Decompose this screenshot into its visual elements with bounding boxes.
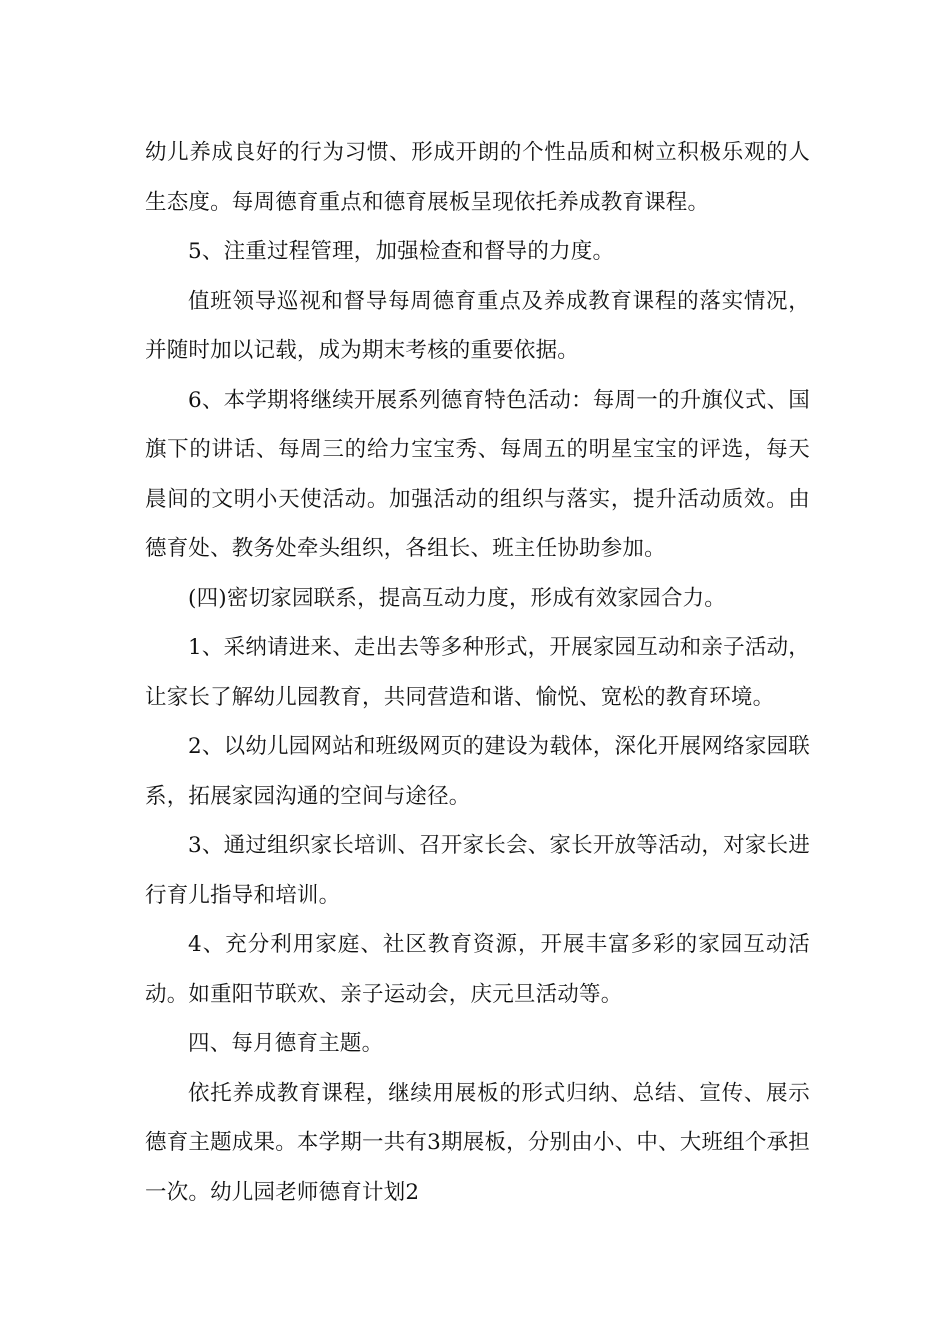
document-body [145, 128, 810, 1217]
paragraph-3: 值班领导巡视和督导每周德育重点及养成教育课程的落实情况，并随时加以记载，成为期末考核的重要依据。 [145, 288, 810, 363]
paragraph-1: 幼儿养成良好的行为习惯、形成开朗的个性品质和树立积极乐观的人生态度。每周德育重点和德育展板呈现依托养成教育课程。 [145, 140, 810, 215]
paragraph-10: 依托养成教育课程，继续用展板的形式归纳、总结、宣传、展示德育主题成果。本学期一共有3期展板，分别由小、中、大班组个承担一次。幼儿园老师德育计划2 [145, 1080, 810, 1205]
paragraph-6: 1、采纳请进来、走出去等多种形式，开展家园互动和亲子活动，让家长了解幼儿园教育，共同营造和谐、愉悦、宽松的教育环境。 [145, 635, 810, 710]
paragraph-8: 3、通过组织家长培训、召开家长会、家长开放等活动，对家长进行育儿指导和培训。 [145, 833, 810, 908]
paragraph-5: (四)密切家园联系，提高互动力度，形成有效家园合力。 [188, 585, 726, 611]
section-heading: 四、每月德育主题。 [188, 1031, 384, 1056]
paragraph-4: 6、本学期将继续开展系列德育特色活动：每周一的升旗仪式、国旗下的讲话、每周三的给力宝宝秀、每周五的明星宝宝的评选，每天晨间的文明小天使活动。加强活动的组织与落实，提升活动质效。由德育处、教务处牵头组织，各组长、班主任协助参加。 [145, 387, 810, 561]
paragraph-9: 4、充分利用家庭、社区教育资源，开展丰富多彩的家园互动活动。如重阳节联欢、亲子运动会，庆元旦活动等。 [145, 932, 810, 1007]
paragraph-7: 2、以幼儿园网站和班级网页的建设为载体，深化开展网络家园联系，拓展家园沟通的空间与途径。 [145, 734, 810, 809]
paragraph-2: 5、注重过程管理，加强检查和督导的力度。 [188, 239, 615, 264]
